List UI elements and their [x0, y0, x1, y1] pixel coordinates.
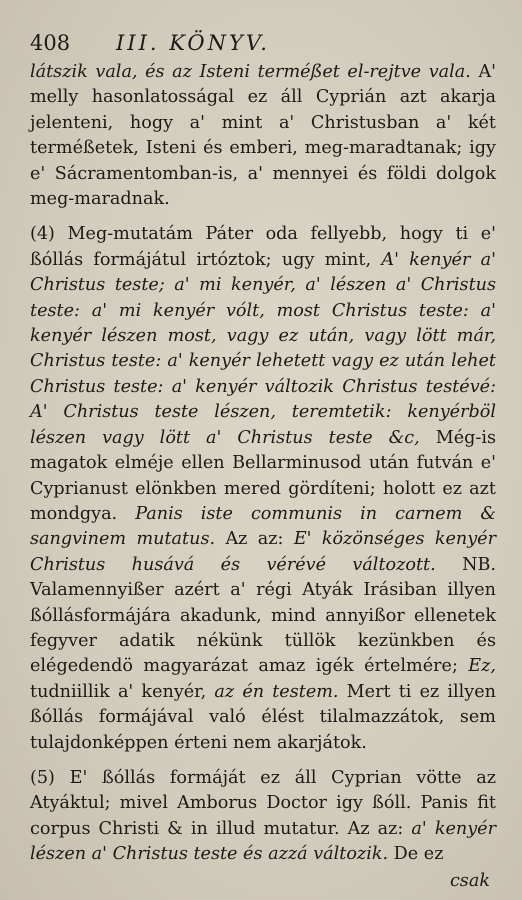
paragraph — [30, 222, 496, 756]
italic-text-run: az én testem. — [214, 681, 339, 702]
body-text — [30, 60, 496, 868]
text-run: Mert ti ez illyen ßóllás formájával való élést tilalmazzátok, sem tulajdonképpen érteni nem akarjátok. — [30, 681, 496, 753]
text-run: De ez — [388, 844, 444, 865]
paragraph — [30, 766, 496, 868]
text-run: A' melly hasonlatosságal ez áll Cyprián azt akarja jelenteni, hogy a' mint a' Christusban a' két terméßetek, Isteni és emberi, meg-maradtanak; igy e' Sácramentomban-is, a' mennyei és földi dolgok meg-maradnak. — [30, 62, 496, 210]
italic-text-run: látszik vala, és az Isteni terméßet el-rejtve vala. — [30, 62, 479, 82]
text-run: (5) E' ßóllás formáját ez áll Cyprian vötte az Atyáktul; mivel Amborus Doctor igy ßóll. Panis fit corpus Christi & in illud mutatur. Az az: — [30, 767, 496, 839]
text-run: Még-is magatok elméje ellen Bellarminusod után futván e' Cyprianust elönkben mered gördíteni; holott ez azt mondgya. — [30, 427, 496, 524]
running-head: III. KÖNYV. — [116, 31, 270, 55]
page-header — [30, 30, 496, 56]
page-number: 408 — [30, 31, 71, 55]
paragraph — [30, 60, 496, 212]
italic-text-run: E' közönséges kenyér Christus husává és vérévé változott. — [30, 529, 497, 575]
italic-text-run: Ez, — [468, 656, 496, 677]
catchword: csak — [449, 871, 490, 891]
text-run: Az az: — [215, 529, 294, 550]
italic-text-run: A' kenyér a' Christus teste; a' mi kenyér, a' lészen a' Christus teste: a' mi kenyér vólt, most Christus teste: a' kenyér lészen most, vagy ez után, vagy lött már, Christus teste: a' kenyér lehetett vagy ez után lehet Christus teste: a' kenyér változik Christus testévé: A' Christus teste lészen, teremtetik: kenyérböl lészen vagy lött a' Christus teste &c, — [30, 249, 496, 448]
italic-text-run: a' kenyér lészen a' Christus teste és azzá változik. — [30, 818, 496, 865]
text-run: (4) Meg-mutatám Páter oda fellyebb, hogy ti e' ßóllás formájátul irtóztok; ugy mint, — [30, 224, 496, 270]
text-run: NB. Valamennyißer azért a' régi Atyák Irásiban illyen ßóllásformájára akadunk, mind annyißor ellenetek fegyver adatik nékünk tüllök kezünkben és elégedendö magyarázat amaz igék értelmére; — [30, 554, 496, 677]
text-run: tudniillik a' kenyér, — [30, 681, 215, 702]
italic-text-run: Panis iste communis in carnem & sangvinem mutatus. — [30, 503, 496, 550]
